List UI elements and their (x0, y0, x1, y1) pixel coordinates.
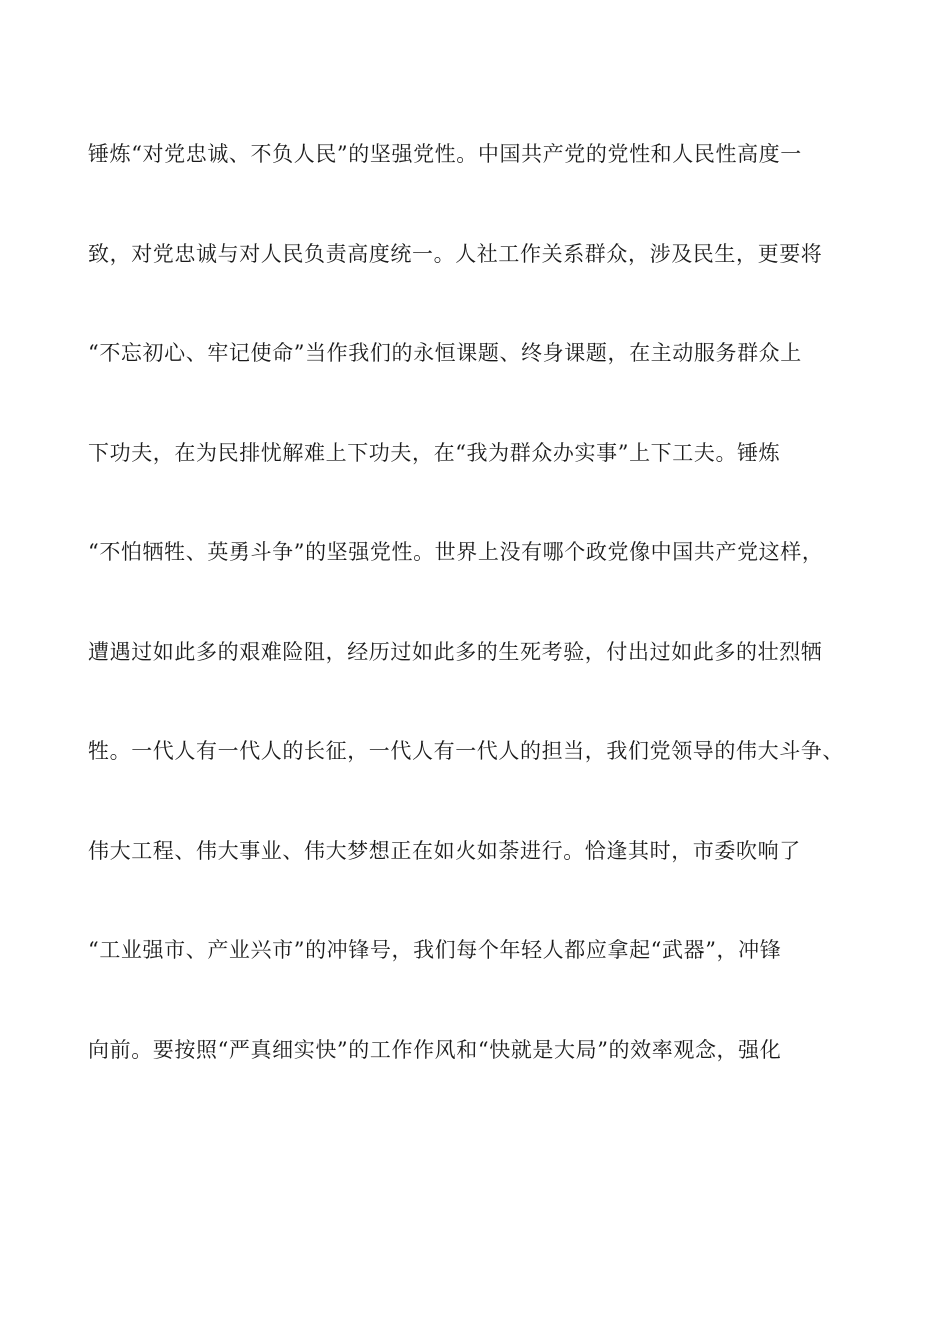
text-line: 遭遇过如此多的艰难险阻，经历过如此多的生死考验，付出过如此多的壮烈牺 (88, 639, 823, 664)
text-line: 锤炼“对党忠诚、不负人民”的坚强党性。中国共产党的党性和人民性高度一 (88, 142, 802, 166)
text-line: 下功夫，在为民排忧解难上下功夫，在“我为群众办实事”上下工夫。锤炼 (88, 440, 781, 465)
text-line: 致，对党忠诚与对人民负责高度统一。人社工作关系群众，涉及民生，更要将 (88, 241, 823, 266)
text-line: 伟大工程、伟大事业、伟大梦想正在如火如荼进行。恰逢其时，市委吹响了 (88, 838, 801, 863)
text-line: “不忘初心、牢记使命”当作我们的永恒课题、终身课题，在主动服务群众上 (88, 341, 802, 365)
text-line: “工业强市、产业兴市”的冲锋号，我们每个年轻人都应拿起“武器”，冲锋 (88, 938, 782, 962)
body-text (88, 134, 868, 1129)
text-line: “不怕牺牲、英勇斗争”的坚强党性。世界上没有哪个政党像中国共产党这样， (88, 540, 824, 564)
text-line: 向前。要按照“严真细实快”的工作作风和“快就是大局”的效率观念，强化 (88, 1037, 782, 1062)
text-line: 牲。一代人有一代人的长征，一代人有一代人的担当，我们党领导的伟大斗争、 (88, 739, 844, 763)
